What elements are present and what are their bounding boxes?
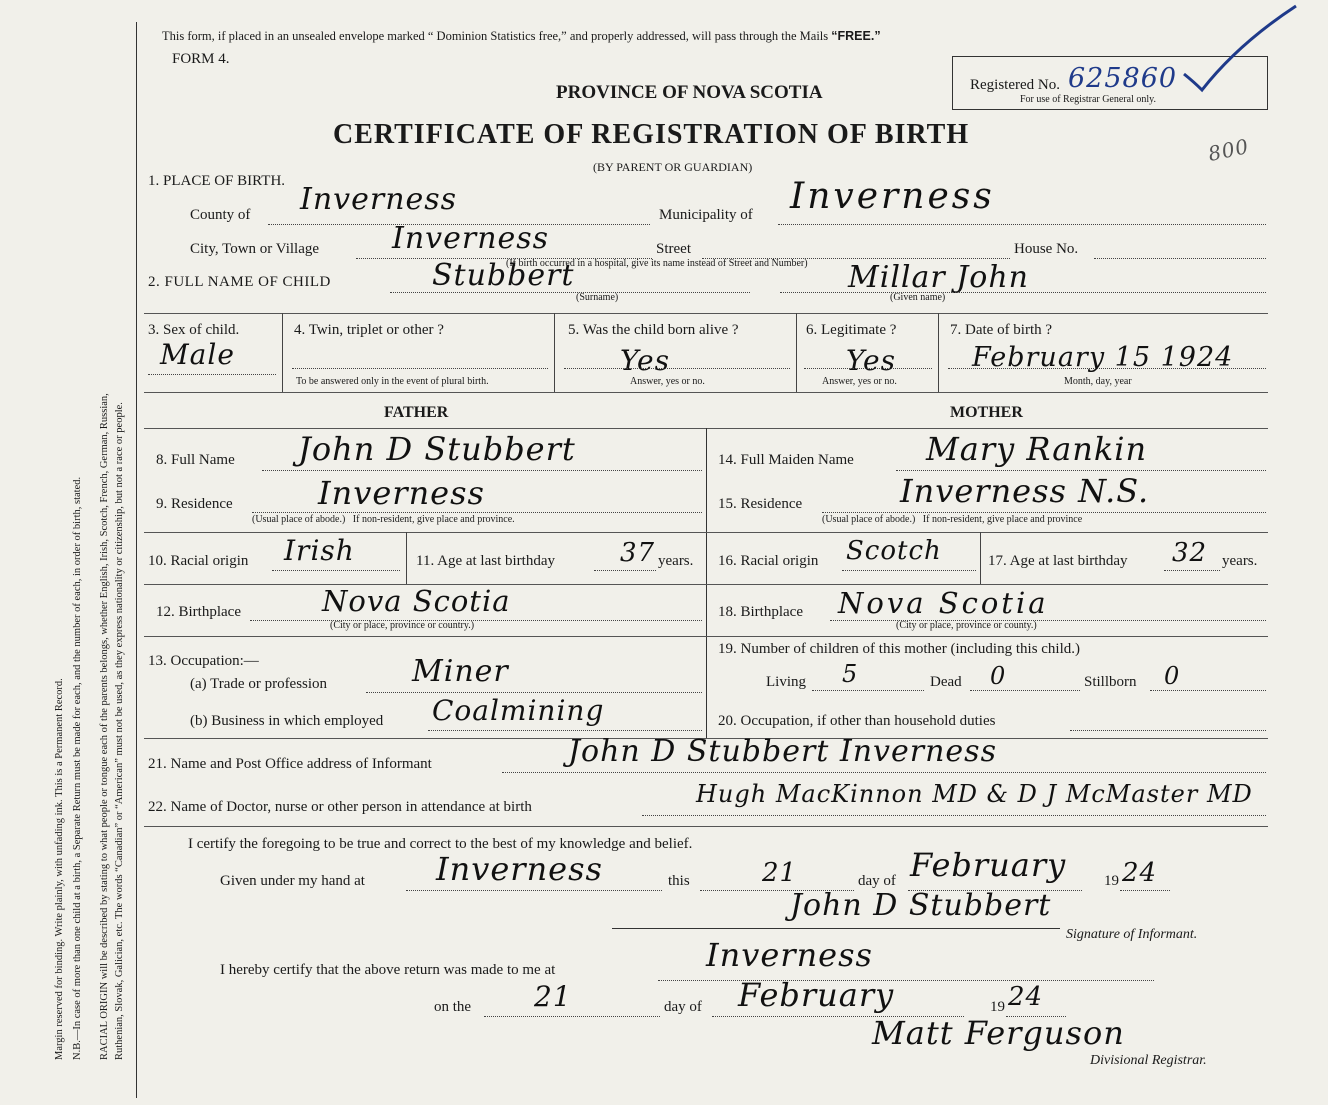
- mother-residence-label: 15. Residence: [718, 496, 803, 512]
- father-name-label: 8. Full Name: [156, 452, 235, 468]
- informant-value: John D Stubbert Inverness: [568, 734, 997, 769]
- father-residence-note: (Usual place of abode.) If non-resident, give place and province.: [252, 514, 515, 525]
- mother-race-label: 16. Racial origin: [718, 553, 819, 569]
- mother-years-label: years.: [1222, 553, 1258, 569]
- house-number-label: House No.: [1014, 241, 1079, 257]
- dead-value: 0: [990, 662, 1007, 690]
- certify-year: 24: [1122, 858, 1158, 888]
- certify-day-of-label: day of: [858, 873, 896, 889]
- born-alive-note: Answer, yes or no.: [630, 376, 705, 387]
- city-label: City, Town or Village: [190, 241, 320, 257]
- top-notice: This form, if placed in an unsealed envelope marked “ Dominion Statistics free,” and properly addressed, will pass through the Mails “FREE.”: [162, 29, 881, 43]
- certify-year-prefix: 19: [1104, 873, 1119, 889]
- certify-day: 21: [762, 858, 798, 888]
- mother-birthplace-value: Nova Scotia: [838, 586, 1049, 620]
- living-label: Living: [766, 674, 806, 690]
- binding-margin-line: [136, 22, 137, 1098]
- registered-number: 625860: [1068, 63, 1178, 94]
- form-number: FORM 4.: [172, 51, 230, 67]
- father-name-value: John D Stubbert: [298, 430, 576, 468]
- father-race-label: 10. Racial origin: [148, 553, 249, 569]
- trade-label: (a) Trade or profession: [190, 676, 328, 692]
- father-heading: FATHER: [384, 404, 449, 421]
- father-age-label: 11. Age at last birthday: [416, 553, 555, 569]
- registrar-signature-label: Divisional Registrar.: [1090, 1053, 1207, 1068]
- father-birthplace-note: (City or place, province or country.): [330, 620, 475, 631]
- sex-label: 3. Sex of child.: [148, 322, 240, 338]
- registrar-year-prefix: 19: [990, 999, 1005, 1015]
- registrar-place: Inverness: [706, 936, 873, 974]
- given-under-label: Given under my hand at: [220, 873, 365, 889]
- informant-label: 21. Name and Post Office address of Informant: [148, 756, 432, 772]
- registrar-signature: Matt Ferguson: [872, 1014, 1125, 1052]
- child-surname: Stubbert: [432, 258, 575, 293]
- father-residence-value: Inverness: [318, 474, 485, 512]
- children-count-label: 19. Number of children of this mother (including this child.): [718, 641, 1081, 657]
- certify-text: I certify the foregoing to be true and correct to the best of my knowledge and belief.: [188, 836, 693, 852]
- legitimate-label: 6. Legitimate ?: [806, 322, 897, 338]
- legitimate-note: Answer, yes or no.: [822, 376, 897, 387]
- mother-age-label: 17. Age at last birthday: [988, 553, 1128, 569]
- doctor-value: Hugh MacKinnon MD & D J McMaster MD: [696, 780, 1253, 808]
- stillborn-label: Stillborn: [1084, 674, 1137, 690]
- margin-note: N.B.—In case of more than one child at a birth, a Separate Return must be made for each, and the number of each, in order of birth, stated.: [72, 476, 83, 1060]
- province-heading: PROVINCE OF NOVA SCOTIA: [556, 82, 823, 103]
- father-birthplace-label: 12. Birthplace: [156, 604, 241, 620]
- this-label: this: [668, 873, 690, 889]
- county-value: Inverness: [300, 182, 458, 217]
- margin-note: Ruthenian, Slovak, Galician, etc. The words “Canadian” or “American” must not be used, as they express nationality or citizenship, but not a race or people.: [114, 402, 125, 1060]
- mother-race-value: Scotch: [846, 536, 942, 566]
- mother-occupation-label: 20. Occupation, if other than household duties: [718, 713, 996, 729]
- county-label: County of: [190, 207, 251, 223]
- date-of-birth-value: February 15 1924: [972, 342, 1234, 373]
- trade-value: Miner: [412, 654, 509, 689]
- page-subtitle: (BY PARENT OR GUARDIAN): [593, 160, 753, 174]
- mother-age-value: 32: [1172, 538, 1208, 568]
- sex-value: Male: [160, 338, 235, 371]
- mother-residence-value: Inverness N.S.: [900, 472, 1150, 510]
- mother-residence-note: (Usual place of abode.) If non-resident, give place and province: [822, 514, 1083, 525]
- registrar-year: 24: [1008, 982, 1044, 1012]
- living-value: 5: [842, 660, 859, 688]
- check-mark-icon: [1180, 4, 1300, 94]
- business-label: (b) Business in which employed: [190, 713, 384, 729]
- municipality-value: Inverness: [790, 176, 995, 217]
- doctor-label: 22. Name of Doctor, nurse or other person in attendance at birth: [148, 799, 532, 815]
- city-value: Inverness: [392, 221, 550, 256]
- registrar-text: I hereby certify that the above return was made to me at: [220, 962, 556, 978]
- father-years-label: years.: [658, 553, 694, 569]
- father-residence-label: 9. Residence: [156, 496, 233, 512]
- occupation-label: 13. Occupation:—: [148, 653, 259, 669]
- date-of-birth-note: Month, day, year: [1064, 376, 1132, 387]
- municipality-label: Municipality of: [659, 207, 753, 223]
- date-of-birth-label: 7. Date of birth ?: [950, 322, 1053, 338]
- twin-note: To be answered only in the event of plural birth.: [296, 376, 489, 387]
- mother-name-value: Mary Rankin: [926, 430, 1148, 468]
- surname-caption: (Surname): [576, 292, 619, 303]
- margin-note: Margin reserved for binding. Write plainly, with unfading ink. This is a Permanent Record.: [54, 678, 65, 1060]
- certify-month: February: [910, 846, 1067, 884]
- place-of-birth-label: 1. PLACE OF BIRTH.: [148, 173, 286, 189]
- page-title: CERTIFICATE OF REGISTRATION OF BIRTH: [333, 119, 970, 150]
- mother-heading: MOTHER: [950, 404, 1023, 421]
- mother-birthplace-label: 18. Birthplace: [718, 604, 803, 620]
- registered-note: For use of Registrar General only.: [1020, 94, 1156, 105]
- corner-mark: 800: [1205, 133, 1252, 167]
- on-the-label: on the: [434, 999, 472, 1015]
- registered-label: Registered No.: [970, 77, 1060, 93]
- given-name-caption: (Given name): [890, 292, 946, 303]
- margin-note: RACIAL ORIGIN will be described by stating to what people or tongue each of the parents belongs, whether English, Irish, Scotch, French, German, Russian,: [99, 393, 110, 1060]
- informant-signature: John D Stubbert: [790, 888, 1052, 923]
- certify-place: Inverness: [436, 850, 603, 888]
- child-name-label: 2. FULL NAME OF CHILD: [148, 274, 331, 290]
- stillborn-value: 0: [1164, 662, 1181, 690]
- father-race-value: Irish: [284, 534, 355, 567]
- born-alive-value: Yes: [620, 344, 670, 377]
- registrar-day: 21: [534, 980, 572, 1013]
- twin-label: 4. Twin, triplet or other ?: [294, 322, 444, 338]
- registrar-month: February: [738, 976, 895, 1014]
- street-label: Street: [656, 241, 691, 257]
- informant-signature-label: Signature of Informant.: [1066, 927, 1198, 942]
- mother-birthplace-note: (City or place, province or county.): [896, 620, 1037, 631]
- mother-name-label: 14. Full Maiden Name: [718, 452, 854, 468]
- father-birthplace-value: Nova Scotia: [322, 584, 511, 618]
- business-value: Coalmining: [432, 694, 605, 727]
- dead-label: Dead: [930, 674, 962, 690]
- born-alive-label: 5. Was the child born alive ?: [568, 322, 739, 338]
- child-given-name: Millar John: [848, 260, 1029, 295]
- legitimate-value: Yes: [846, 344, 896, 377]
- hospital-note: (If birth occurred in a hospital, give its name instead of Street and Number): [506, 258, 808, 269]
- father-age-value: 37: [620, 538, 656, 568]
- registrar-day-of-label: day of: [664, 999, 702, 1015]
